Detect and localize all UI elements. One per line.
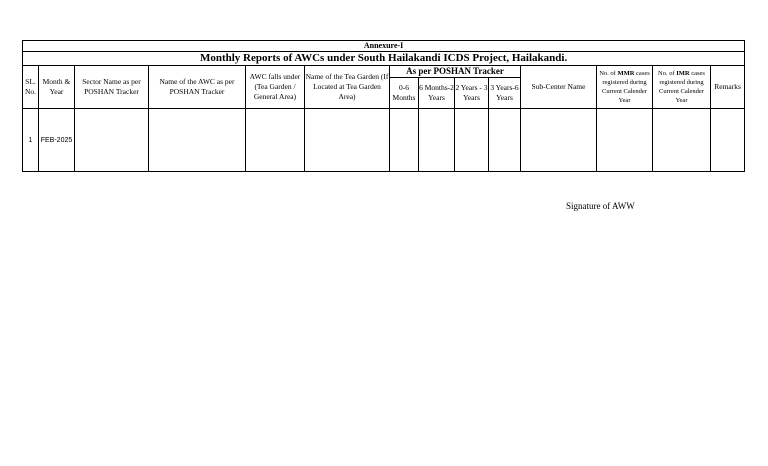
cell-age-2y-3y xyxy=(455,109,489,172)
cell-age-3y-6y xyxy=(489,109,521,172)
cell-mmr-cases xyxy=(597,109,653,172)
col-header-sector-name: Sector Name as per POSHAN Tracker xyxy=(75,66,149,109)
cell-tea-garden-name xyxy=(305,109,390,172)
col-header-age-2y-3y: 2 Years - 3 Years xyxy=(455,78,489,109)
col-header-sub-center: Sub-Center Name xyxy=(521,66,597,109)
col-header-imr-cases xyxy=(653,66,711,109)
cell-remarks xyxy=(711,109,745,172)
signature-label: Signature of AWW xyxy=(566,201,635,211)
mmr-prefix: No. of xyxy=(599,70,618,77)
imr-keyword: IMR xyxy=(676,70,690,77)
cell-sector-name xyxy=(75,109,149,172)
report-title: Monthly Reports of AWCs under South Hailakandi ICDS Project, Hailakandi. xyxy=(23,52,745,66)
annexure-label: Annexure-I xyxy=(23,41,745,52)
col-header-sl-no: SL. No. xyxy=(23,66,39,109)
col-header-awc-name: Name of the AWC as per POSHAN Tracker xyxy=(149,66,246,109)
cell-sub-center xyxy=(521,109,597,172)
cell-age-0-6-months xyxy=(390,109,419,172)
col-header-month-year: Month & Year xyxy=(39,66,75,109)
cell-age-6m-2y xyxy=(419,109,455,172)
col-header-tea-garden-name: Name of the Tea Garden (If Located at Tea Garden Area) xyxy=(305,66,390,109)
imr-prefix: No. of xyxy=(658,70,677,77)
col-header-age-0-6-months: 0-6 Months xyxy=(390,78,419,109)
col-header-remarks: Remarks xyxy=(711,66,745,109)
cell-imr-cases xyxy=(653,109,711,172)
cell-awc-name xyxy=(149,109,246,172)
monthly-report-table xyxy=(22,40,745,172)
col-header-age-6m-2y: 6 Months-2 Years xyxy=(419,78,455,109)
col-group-poshan-tracker: As per POSHAN Tracker xyxy=(390,66,521,78)
col-header-mmr-cases xyxy=(597,66,653,109)
mmr-keyword: MMR xyxy=(617,70,635,77)
col-header-age-3y-6y: 3 Years-6 Years xyxy=(489,78,521,109)
mmr-suffix: cases registered during Current Calender Year xyxy=(602,70,650,104)
cell-month-year: FEB-2025 xyxy=(39,109,75,172)
table-row xyxy=(23,109,745,172)
cell-awc-falls-under xyxy=(246,109,305,172)
cell-sl-no: 1 xyxy=(23,109,39,172)
col-header-awc-falls-under: AWC falls under (Tea Garden / General Area) xyxy=(246,66,305,109)
imr-suffix: cases registered during Current Calender Year xyxy=(659,70,705,104)
